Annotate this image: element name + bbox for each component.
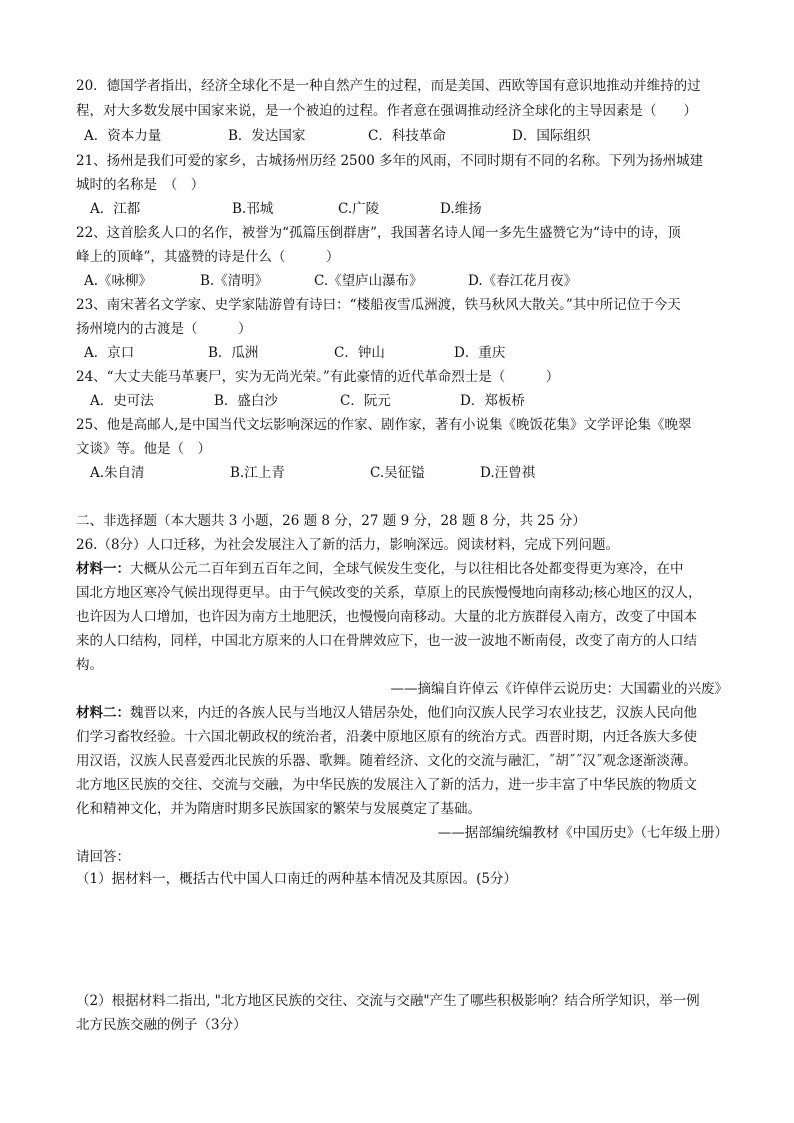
q23-option-d: D．重庆 [454,345,506,361]
q24-option-b: B．盛白沙 [214,393,278,409]
material1-line1 [76,558,736,580]
q21-stem-line1: 21、扬州是我们可爱的家乡，古城扬州历经 2500 多年的风雨，不同时期有不同的名称。下列为扬州城建 [76,153,704,169]
q20-options [0,125,794,147]
q21-options [0,198,794,220]
q24-option-a: A．史可法 [90,393,154,409]
q25-stem-line2: 文谈》等。他是（ ） [76,441,211,457]
q26-intro: 26.（8分）人口迁移，为社会发展注入了新的活力，影响深远。阅读材料，完成下列问题。 [76,537,620,553]
q25-stem-line1: 25、他是高邮人,是中国当代文坛影响深远的作家、剧作家，著有小说集《晚饭花集》文学评论集《晚翠 [76,417,692,433]
material2-line1 [76,702,736,724]
q23-stem-line2: 扬州境内的古渡是（ ） [76,321,252,337]
q25-options [0,462,794,484]
q20-option-c: C．科技革命 [368,128,446,144]
material1-label: 材料一： [76,561,130,577]
sub-question-2-line2: 北方民族交融的例子（3分） [76,1017,247,1033]
section2-heading: 二、非选择题（本大题共 3 小题，26 题 8 分，27 题 9 分，28 题 8 分，共 25 分） [76,513,586,529]
material2-line2: 们学习畜牧经验。十六国北朝政权的统治者，沿袭中原地区原有的统治方式。西晋时期，内迁各族大多使 [76,729,697,745]
material1-line3: 也许因为人口增加，也许因为南方土地肥沃，也慢慢向南移动。大量的北方族群侵入南方，改变了中国本 [76,609,697,625]
q21-option-a: A．江都 [90,201,141,217]
q22-option-c: C.《望庐山瀑布》 [314,273,423,289]
q24-option-c: C．阮元 [340,393,391,409]
q23-options [0,342,794,364]
q23-option-c: C．钟山 [334,345,385,361]
q20-option-d: D．国际组织 [512,128,591,144]
q25-option-a: A.朱自清 [90,465,145,481]
q25-option-b: B.江上青 [230,465,285,481]
q21-option-c: C.广陵 [338,201,380,217]
q22-option-b: B.《清明》 [200,273,269,289]
q20-option-b: B．发达国家 [228,128,306,144]
answer-prompt: 请回答： [76,849,130,865]
q22-stem-line2: 峰上的顶峰”，其盛赞的诗是什么（ ） [76,249,340,265]
q20-stem-line2: 程，对大多数发展中国家来说，是一个被迫的过程。作者意在强调推动经济全球化的主导因素是（ ） [76,103,697,119]
material1-line2: 国北方地区寒冷气候出现得更早。由于气候改变的关系，草原上的民族慢慢地向南移动;核心地区的汉人， [76,585,702,601]
material1-text-line1: 大概从公元二百年到五百年之间，全球气候发生变化，与以往相比各处都变得更为寒冷，在中 [130,561,684,577]
material2-source: ——据部编统编教材《中国历史》（七年级上册） [437,825,728,841]
q22-option-a: A.《咏柳》 [84,273,153,289]
q25-option-c: C.吴征镒 [370,465,425,481]
material2-text-line1: 魏晋以来，内迁的各族人民与当地汉人错居杂处，他们向汉族人民学习农业技艺，汉族人民向他 [130,705,697,721]
q25-option-d: D.汪曾祺 [480,465,536,481]
q23-option-b: B．瓜洲 [208,345,259,361]
q22-option-d: D.《春江花月夜》 [468,273,578,289]
material1-line5: 构。 [76,657,103,673]
q21-option-d: D.维扬 [440,201,482,217]
q22-stem-line1: 22、这首脍炙人口的名作，被誉为“孤篇压倒群唐”，我国著名诗人闻一多先生盛赞它为“诗中的诗，顶 [76,225,681,241]
q24-stem-line1: 24、“大丈夫能马革裹尸，实为无尚光荣。”有此豪情的近代革命烈士是（ ） [76,369,560,385]
material2-line3: 用汉语，汉族人民喜爱西北民族的乐器、歌舞。随着经济、文化的交流与融汇，˝胡˝˝汉˝观念逐渐淡薄。 [76,753,697,769]
material1-line4: 来的人口结构，同样，中国北方原来的人口在骨牌效应下，也一波一波地不断南侵，改变了南方的人口结 [76,633,697,649]
q20-stem-line1: 20．德国学者指出，经济全球化不是一种自然产生的过程，而是美国、西欧等国有意识地推动并维持的过 [76,78,701,94]
q23-stem-line1: 23、南宋著名文学家、史学家陆游曾有诗曰：“楼船夜雪瓜洲渡，铁马秋风大散关。”其中所记位于今天 [76,297,681,313]
q20-option-a: A．资本力量 [84,128,162,144]
q24-options [0,390,794,412]
q21-stem-line2: 城时的名称是 （ ） [76,177,205,193]
q24-option-d: D．郑板桥 [460,393,525,409]
material2-line4: 北方地区民族的交往、交流与交融，为中华民族的发展注入了新的活力，进一步丰富了中华民族的物质文 [76,777,697,793]
material2-label: 材料二： [76,705,130,721]
q22-options [0,270,794,292]
material1-source: ——摘编自许倬云《许倬伴云说历史：大国霸业的兴废》 [390,681,728,697]
q23-option-a: A．京口 [84,345,135,361]
sub-question-1: （1）据材料一，概括古代中国人口南迁的两种基本情况及其原因。(5分） [76,871,517,887]
material2-line5: 化和精神文化，并为隋唐时期多民族国家的繁荣与发展奠定了基础。 [76,801,481,817]
sub-question-2-line1: （2）根据材料二指出, "北方地区民族的交往、交流与交融"产生了哪些积极影响？结合所学知识，举一例 [76,993,700,1009]
q21-option-b: B.邗城 [232,201,274,217]
